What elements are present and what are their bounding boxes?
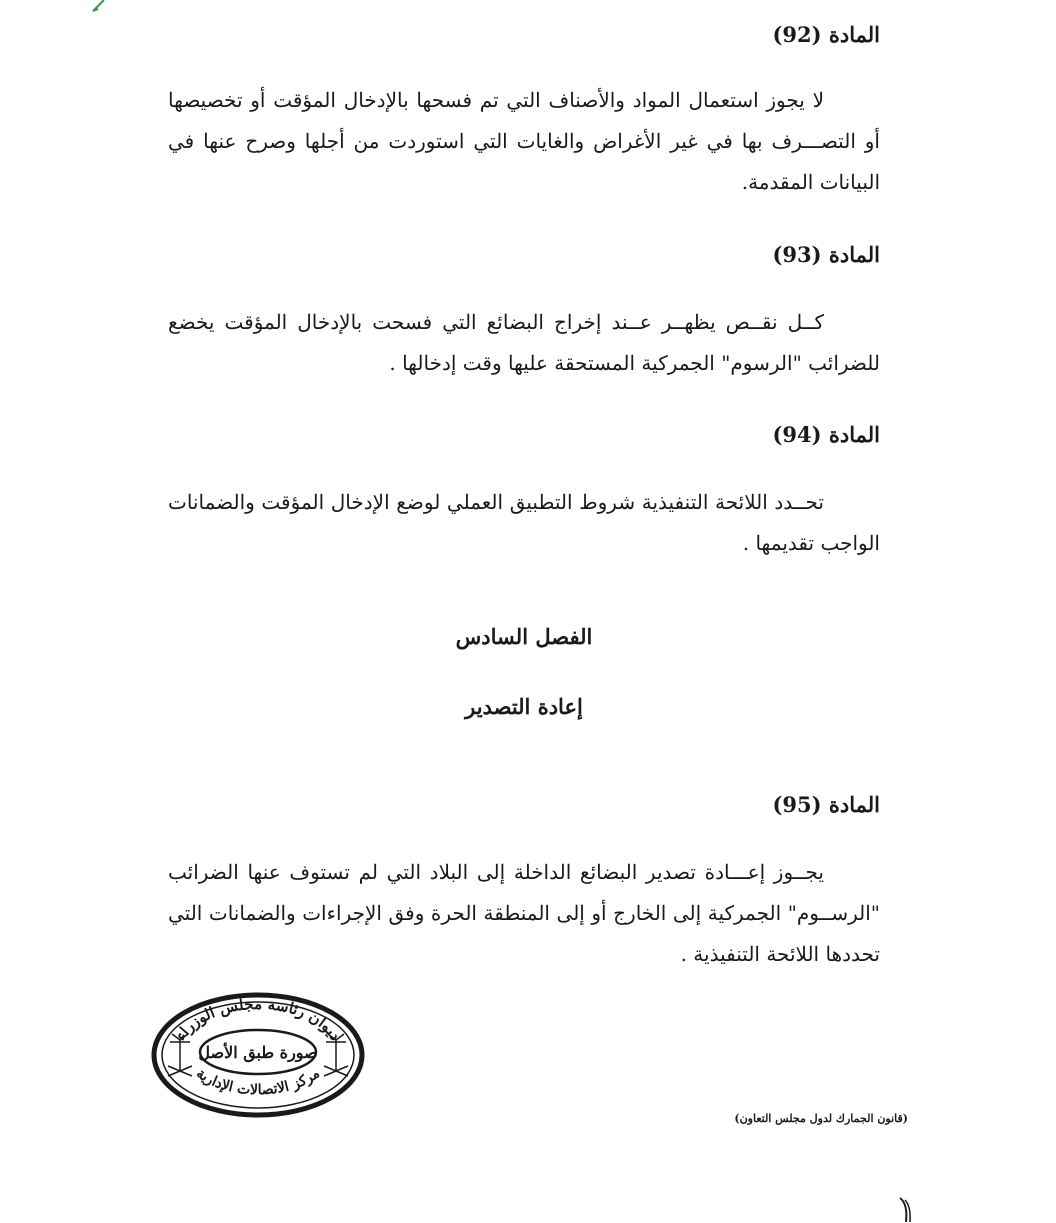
article-93-line-1: كــل نقــص يظهــر عــند إخراج البضائع التي فسحت بالإدخال المؤقت يخضع bbox=[168, 310, 824, 334]
article-93-body bbox=[168, 302, 880, 384]
article-92-body bbox=[168, 80, 880, 203]
footer-reference: (قانون الجمارك لدول مجلس التعاون) bbox=[734, 1112, 908, 1125]
official-seal bbox=[150, 992, 366, 1118]
svg-text:ديوان رئاسة مجلس الوزراء: ديوان رئاسة مجلس الوزراء bbox=[171, 994, 345, 1044]
article-93-line-2: للضرائب "الرسوم" الجمركية المستحقة عليها وقت إدخالها . bbox=[389, 351, 880, 375]
chapter-title: الفصل السادس bbox=[455, 624, 593, 649]
article-93-heading: المادة (93) bbox=[772, 242, 880, 267]
svg-text:مركز الاتصالات الإدارية: مركز الاتصالات الإدارية bbox=[193, 1065, 323, 1099]
article-95-body bbox=[168, 852, 880, 975]
article-92-line-1: لا يجوز استعمال المواد والأصناف التي تم فسحها بالإدخال المؤقت أو تخصيصها bbox=[168, 88, 824, 112]
chapter-subtitle: إعادة التصدير bbox=[465, 694, 583, 719]
article-94-body bbox=[168, 482, 880, 564]
article-95-line-3: تحددها اللائحة التنفيذية . bbox=[680, 942, 880, 966]
corner-mark bbox=[92, 0, 106, 12]
article-95-line-1: يجــوز إعـــادة تصدير البضائع الداخلة إلى البلاد التي لم تستوف عنها الضرائب bbox=[168, 860, 824, 884]
article-95-line-2: "الرســوم" الجمركية إلى الخارج أو إلى المنطقة الحرة وفق الإجراءات والضمانات التي bbox=[168, 901, 880, 925]
article-94-line-1: تحــدد اللائحة التنفيذية شروط التطبيق العملي لوضع الإدخال المؤقت والضمانات bbox=[168, 490, 824, 514]
svg-text:صورة طبق الأصل: صورة طبق الأصل bbox=[198, 1043, 318, 1062]
bottom-edge-mark bbox=[896, 1196, 912, 1223]
article-92-heading: المادة (92) bbox=[772, 22, 880, 47]
article-92-line-2: أو التصـــرف بها في غير الأغراض والغايات التي استوردت من أجلها وصرح عنها في bbox=[168, 129, 880, 153]
article-94-heading: المادة (94) bbox=[772, 422, 880, 447]
article-94-line-2: الواجب تقديمها . bbox=[742, 531, 880, 555]
article-92-line-3: البيانات المقدمة. bbox=[741, 170, 880, 194]
article-95-heading: المادة (95) bbox=[772, 792, 880, 817]
